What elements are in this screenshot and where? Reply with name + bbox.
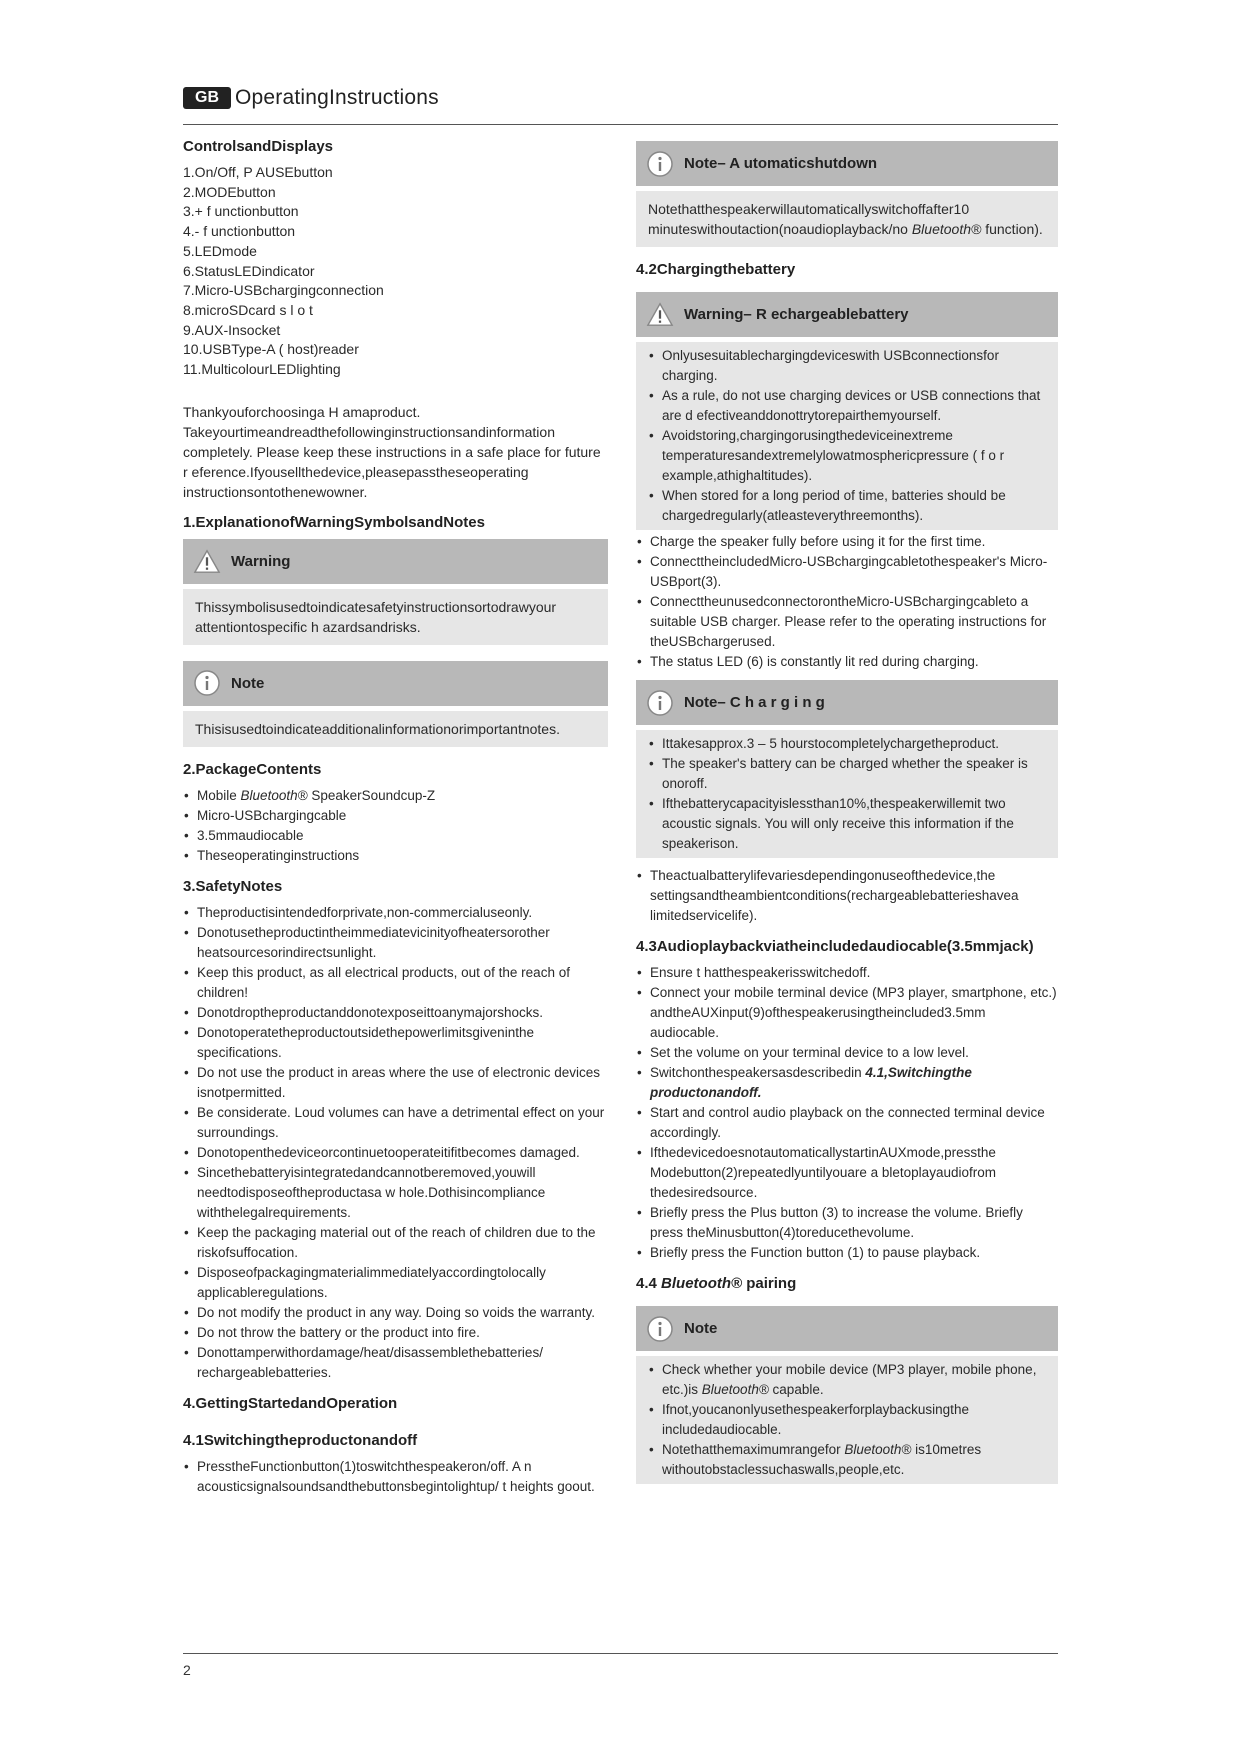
control-item: 7.Micro-USBchargingconnection <box>183 282 384 299</box>
note-box-header <box>183 661 608 706</box>
list-item: • ConnecttheincludedMicro-USBchargingcabletothespeaker's Micro-USBport(3). <box>636 552 1058 592</box>
safety-item: • Do not use the product in areas where the use of electronic devices isnotpermitted. <box>183 1063 608 1103</box>
section-4-heading: 4.GettingStartedandOperation <box>183 1394 398 1412</box>
list-item: • When stored for a long period of time, batteries should be chargedregularly(atleasteverythreemonths). <box>648 486 1048 526</box>
page-title: OperatingInstructions <box>235 86 439 109</box>
safety-item: • Donotusetheproductintheimmediatevicinityofheatersorother heatsourcesorindirectsunlight. <box>183 923 608 963</box>
left-column <box>183 138 608 1497</box>
autoshutdown-box-header <box>636 141 1058 186</box>
pairing-note-box <box>636 1306 1058 1484</box>
charging-note-box <box>636 680 1058 858</box>
safety-item: • Do not modify the product in any way. Doing so voids the warranty. <box>183 1303 608 1323</box>
pairing-note-list <box>648 1360 1048 1480</box>
info-icon <box>646 1315 674 1343</box>
control-item: 8.microSDcard s l o t <box>183 301 313 318</box>
control-item: 6.StatusLEDindicator <box>183 262 315 279</box>
section-4-3-heading: 4.3Audioplaybackviatheincludedaudiocable(3.5mmjack) <box>636 938 1034 955</box>
package-item: • Micro-USBchargingcable <box>183 806 608 826</box>
control-item: 1.On/Off, P AUSEbutton <box>183 164 333 180</box>
charging-note-list <box>648 734 1048 854</box>
list-item: • Ittakesapprox.3 – 5 hourstocompletelychargetheproduct. <box>648 734 1048 754</box>
control-item: 3.+ f unctionbutton <box>183 203 299 220</box>
safety-item: • Sincethebatteryisintegratedandcannotberemoved,youwill needtodisposeoftheproductasa w hole.Dothisincompliance withthelegalrequirements. <box>183 1163 608 1223</box>
list-item: • IfthedevicedoesnotautomaticallystartinAUXmode,pressthe Modebutton(2)repeatedlyuntilyouare a bletoplayaudiofrom thedesiredsource. <box>636 1143 1058 1203</box>
list-item: • Ifnot,youcanonlyusethespeakerforplaybackusingthe includedaudiocable. <box>648 1400 1048 1440</box>
page-number: 2 <box>183 1662 191 1678</box>
note-box-title: Note <box>231 674 265 692</box>
list-item: • Briefly press the Plus button (3) to increase the volume. Briefly press theMinusbutton(4)toreducethevolume. <box>636 1203 1058 1243</box>
page-header <box>183 86 439 110</box>
list-item: • Set the volume on your terminal device to a low level. <box>636 1043 1058 1063</box>
list-item: • Ifthebatterycapacityislessthan10%,thespeakerwillemit two acoustic signals. You will only receive this information if the speakerison. <box>648 794 1048 854</box>
pairing-note-box-header <box>636 1306 1058 1351</box>
safety-item: • Keep this product, as all electrical products, out of the reach of children! <box>183 963 608 1003</box>
section-4-4-heading: 4.4 Bluetooth® pairing <box>636 1275 797 1292</box>
battery-warning-box <box>636 292 1058 530</box>
safety-item: • Do not throw the battery or the product into fire. <box>183 1323 608 1343</box>
control-item: 2.MODEbutton <box>183 183 276 200</box>
autoshutdown-box-text: Notethatthespeakerwillautomaticallyswitchoffafter10 minuteswithoutaction(noaudioplayback/no Bluetooth® function). <box>648 201 1043 237</box>
warning-icon <box>193 547 221 575</box>
warning-box-title: Warning <box>231 552 291 570</box>
warning-box <box>183 539 608 645</box>
battery-warning-list <box>648 346 1048 526</box>
battery-warning-box-header <box>636 292 1058 337</box>
control-item: 9.AUX-Insocket <box>183 321 281 338</box>
safety-item: • Disposeofpackagingmaterialimmediatelyaccordingtolocally applicableregulations. <box>183 1263 608 1303</box>
control-item: 11.MulticolourLEDlighting <box>183 361 341 378</box>
safety-item: • Theproductisintendedforprivate,non-commercialuseonly. <box>183 903 608 923</box>
language-tag: GB <box>183 87 231 109</box>
package-item: • Mobile Bluetooth® SpeakerSoundcup-Z <box>183 786 608 806</box>
audio-playback-list-continued <box>636 1103 1058 1263</box>
pairing-note-box-title: Note <box>684 1320 718 1337</box>
list-item: • Charge the speaker fully before using it for the first time. <box>636 532 1058 552</box>
list-item: • Check whether your mobile device (MP3 player, mobile phone, etc.)is Bluetooth® capable. <box>648 1360 1048 1400</box>
list-item: • Briefly press the Function button (1) to pause playback. <box>636 1243 1058 1263</box>
note-box <box>183 661 608 747</box>
right-column <box>636 141 1058 1484</box>
controls-list <box>183 163 608 380</box>
safety-item: • Donotoperatetheproductoutsidethepowerlimitsgiveninthe specifications. <box>183 1023 608 1063</box>
charging-note-box-header <box>636 680 1058 725</box>
list-item: • Switchonthespeakersasdescribedin 4.1,Switchingthe productonandoff. <box>636 1063 1058 1103</box>
list-item: • Connect your mobile terminal device (MP3 player, smartphone, etc.) andtheAUXinput(9)ofthespeakerusingtheincluded3.5mm audiocable. <box>636 983 1058 1043</box>
package-item: • Theseoperatinginstructions <box>183 846 608 866</box>
section-2-heading: 2.PackageContents <box>183 760 322 778</box>
info-icon <box>646 689 674 717</box>
safety-item: • Keep the packaging material out of the reach of children due to the riskofsuffocation. <box>183 1223 608 1263</box>
warning-box-text: Thissymbolisusedtoindicatesafetyinstructionsortodrawyour attentiontospecific h azardsandrisks. <box>195 598 557 635</box>
list-item: • Avoidstoring,chargingorusingthedeviceinextreme temperaturesandextremelylowatmosphericpressure ( f o r example,athighaltitudes). <box>648 426 1048 486</box>
package-item: • 3.5mmaudiocable <box>183 826 608 846</box>
list-item: • Ensure t hatthespeakerisswitchedoff. <box>636 963 1058 983</box>
section-4-2-heading: 4.2Chargingthebattery <box>636 261 796 278</box>
safety-item: • Donotopenthedeviceorcontinuetooperateitifitbecomes damaged. <box>183 1143 608 1163</box>
warning-box-header <box>183 539 608 584</box>
list-item: • The speaker's battery can be charged whether the speaker is onoroff. <box>648 754 1048 794</box>
list-item: • Start and control audio playback on the connected terminal device accordingly. <box>636 1103 1058 1143</box>
audio-playback-list <box>636 963 1058 1063</box>
autoshutdown-box-title: Note– A utomaticshutdown <box>684 155 878 172</box>
charging-note-box-body <box>636 730 1058 858</box>
battery-warning-box-title: Warning– R echargeablebattery <box>684 306 909 323</box>
info-icon <box>193 669 221 697</box>
safety-item: • Donotdroptheproductanddonotexposeittoanymajorshocks. <box>183 1003 608 1023</box>
list-item: • Notethatthemaximumrangefor Bluetooth® is10metres withoutobstaclessuchaswalls,people,etc. <box>648 1440 1048 1480</box>
section-3-heading: 3.SafetyNotes <box>183 877 283 895</box>
package-list <box>183 786 608 806</box>
battery-life-list <box>636 866 1058 926</box>
info-icon <box>646 150 674 178</box>
charging-steps-list <box>636 532 1058 672</box>
intro-paragraph: Thankyouforchoosinga H amaproduct. Takeyourtimeandreadthefollowinginstructionsandinformation completely. Please keep these instructions in a safe place for future r eference.Ifyousellthedevice,pleasepasstheseoperating instructionsontothenewowner. <box>183 403 601 500</box>
charging-note-box-title: Note– C h a r g i n g <box>684 694 825 711</box>
list-item: • Theactualbatterylifevariesdependingonuseofthedevice,the settingsandtheambientconditions(rechargeablebatterieshavea limitedservicelife). <box>636 866 1058 926</box>
audio-playback-switch <box>636 1063 1058 1103</box>
header-rule <box>183 124 1058 125</box>
safety-list <box>183 903 608 1383</box>
autoshutdown-box <box>636 141 1058 247</box>
switching-list <box>183 1457 608 1497</box>
battery-warning-box-body <box>636 342 1058 530</box>
section-1-heading: 1.ExplanationofWarningSymbolsandNotes <box>183 513 485 531</box>
pairing-note-box-body <box>636 1356 1058 1484</box>
list-item: • The status LED (6) is constantly lit red during charging. <box>636 652 1058 672</box>
safety-item: • Donottamperwithordamage/heat/disassemblethebatteries/ rechargeablebatteries. <box>183 1343 608 1383</box>
control-item: 5.LEDmode <box>183 242 257 259</box>
package-list-rest <box>183 806 608 866</box>
list-item: • PresstheFunctionbutton(1)toswitchthespeakeron/off. A n acousticsignalsoundsandthebuttonsbegintolightup/ t heights goout. <box>183 1457 608 1497</box>
safety-item: • Be considerate. Loud volumes can have a detrimental effect on your surroundings. <box>183 1103 608 1143</box>
list-item: • Onlyusesuitablechargingdeviceswith USBconnectionsfor charging. <box>648 346 1048 386</box>
note-box-text: Thisisusedtoindicateadditionalinformationorimportantnotes. <box>195 720 560 737</box>
list-item: • As a rule, do not use charging devices or USB connections that are d efectiveanddonottrytorepairthemyourself. <box>648 386 1048 426</box>
list-item: • ConnecttheunusedconnectorontheMicro-USBchargingcableto a suitable USB charger. Please refer to the operating instructions for theUSBchargerused. <box>636 592 1058 652</box>
warning-icon <box>646 301 674 329</box>
control-item: 4.- f unctionbutton <box>183 223 296 240</box>
section-4-1-heading: 4.1Switchingtheproductonandoff <box>183 1431 418 1449</box>
footer-rule <box>183 1653 1058 1654</box>
controls-heading: ControlsandDisplays <box>183 138 334 155</box>
control-item: 10.USBType-A ( host)reader <box>183 341 359 358</box>
